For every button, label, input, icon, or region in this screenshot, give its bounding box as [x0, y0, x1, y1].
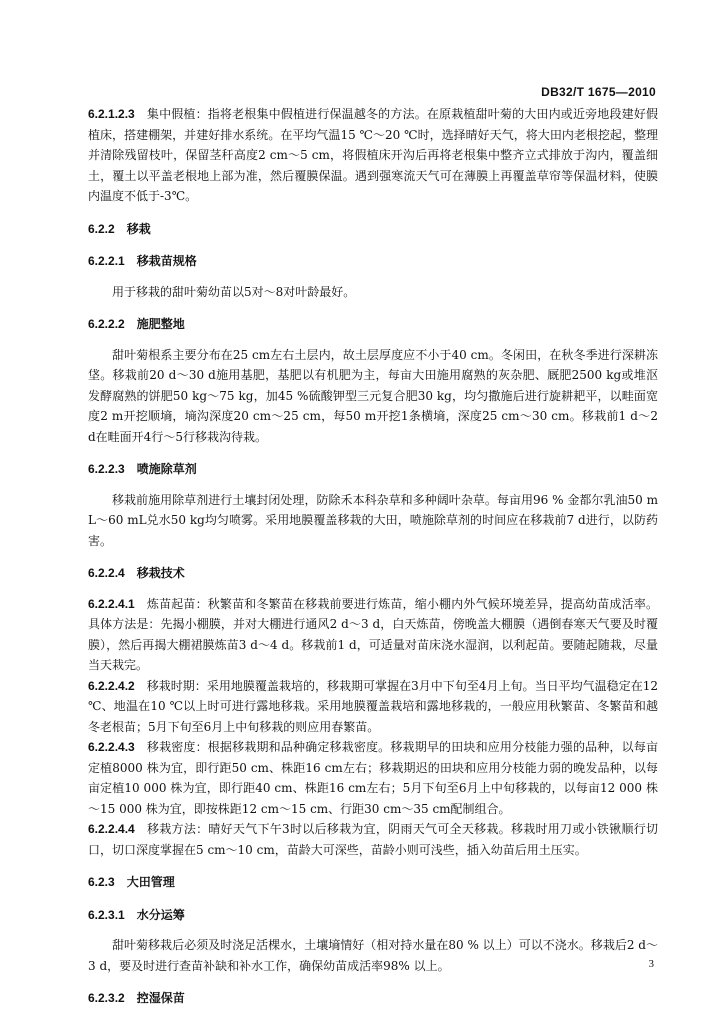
clause-number: 6.2.2.4.3: [88, 740, 135, 754]
heading-6-2-3: [88, 872, 658, 893]
heading-title: 大田管理: [126, 875, 175, 889]
heading-title: 移栽: [126, 221, 151, 236]
paragraph-6-2-2-4-2: [88, 676, 658, 738]
paragraph-6-2-2-2: 甜叶菊根系主要分布在25 cm左右土层内，故土层厚度应不小于40 cm。冬闲田，在秋冬季进行深耕冻垡。移栽前20 d～30 d施用基肥，基肥以有机肥为主，每亩大田施用腐熟的灰杂肥、厩肥2500 kg或堆沤发酵腐熟的饼肥50 kg～75 kg，加45 %硫酸钾型三元复合肥30 kg，均匀撒施后进行旋耕耙平，以畦面宽度2 m开挖顺墒，墒沟深度20 cm～25 cm，每50 m开挖1条横墒，深度25 cm～30 cm。移栽前1 d～2 d在畦面开4行～5行移栽沟待栽。: [88, 347, 658, 444]
clause-number: 6.2.2.1: [88, 254, 125, 268]
clause-text: 移栽时期：采用地膜覆盖栽培的，移栽期可掌握在3月中下旬至4月上旬。当日平均气温稳定在12 ℃、地温在10 ℃以上时可进行露地移栽。采用地膜覆盖栽培和露地移栽的，一般应用秋繁苗、冬繁苗和越冬老根苗；5月下旬至6月上中旬移栽的则应用春繁苗。: [88, 678, 658, 734]
heading-6-2-3-1: [88, 905, 658, 926]
clause-text: 集中假植：指将老根集中假植进行保温越冬的方法。在原栽植甜叶菊的大田内或近旁地段建好假植床，搭建棚架，并建好排水系统。在平均气温15 ℃～20 ℃时，选择晴好天气，将大田内老根挖起，整理并清除残留枝叶，保留茎秆高度2 cm～5 cm，将假植床开沟后再将老根集中整齐立式排放于沟内，覆盖细土，覆土以平盖老根地上部为准，然后覆膜保温。遇到强寒流天气可在薄膜上再覆盖草帘等保温材料，使膜内温度不低于-3℃。: [88, 107, 658, 203]
heading-title: 水分运筹: [136, 907, 185, 922]
paragraph-6-2-2-3: 移栽前施用除草剂进行土壤封闭处理，防除禾本科杂草和多种阔叶杂草。每亩用96 % 金都尔乳油50 mL～60 mL兑水50 kg均匀喷雾。采用地膜覆盖移栽的大田，喷施除草剂的时间应在移栽前7 d进行，以防药害。: [88, 492, 658, 548]
heading-title: 喷施除草剂: [136, 462, 197, 476]
document-body: [88, 104, 658, 1019]
heading-title: 移栽技术: [136, 566, 185, 580]
paragraph-6-2-2-4-1: [88, 594, 658, 676]
paragraph-6-2-3-1: 甜叶菊移栽后必须及时浇足活棵水，土壤墒情好（相对持水量在80 % 以上）可以不浇水。移栽后2 d～3 d，要及时进行查苗补缺和补水工作，确保幼苗成活率98% 以上。: [88, 938, 658, 973]
clause-number: 6.2.2.4: [88, 566, 125, 580]
heading-6-2-2: [88, 219, 658, 240]
clause-number: 6.2.1.2.3: [88, 107, 135, 121]
clause-number: 6.2.2.4.1: [88, 596, 135, 611]
clause-text: 移栽方法：晴好天气下午3时以后移栽为宜，阴雨天气可全天移栽。移栽时用刀或小铁锹顺行切口，切口深度掌握在5 cm～10 cm，苗龄大可深些，苗龄小则可浅些，插入幼苗后用土压实。: [88, 822, 658, 857]
clause-number: 6.2.2.4.4: [88, 822, 135, 836]
clause-number: 6.2.2: [88, 221, 115, 236]
heading-title: 控湿保苗: [136, 991, 185, 1005]
clause-number: 6.2.2.3: [88, 462, 125, 476]
paragraph-6-2-1-2-3: [88, 104, 658, 207]
heading-6-2-3-2: [88, 988, 658, 1009]
paragraph-6-2-2-4-3: [88, 737, 658, 819]
standard-code: DB32/T 1675—2010: [541, 85, 656, 99]
clause-number: 6.2.2.4.2: [88, 678, 135, 693]
clause-number: 6.2.3: [88, 875, 115, 889]
heading-title: 移栽苗规格: [136, 254, 197, 268]
clause-text: 炼苗起苗：秋繁苗和冬繁苗在移栽前要进行炼苗，缩小棚内外气候环境差异，提高幼苗成活率。具体方法是：先揭小棚膜，并对大棚进行通风2 d～3 d，白天炼苗，傍晚盖大棚膜（遇倒春寒天气要及时覆膜），然后再揭大棚裙膜炼苗3 d～4 d。移栽前1 d，可适量对苗床浇水湿润，以利起苗。要随起随栽，尽量当天栽完。: [88, 596, 658, 672]
heading-6-2-2-1: [88, 251, 658, 272]
clause-text: 移栽密度：根据移栽期和品种确定移栽密度。移栽期早的田块和应用分枝能力强的品种，以每亩定植8000 株为宜，即行距50 cm、株距16 cm左右；移栽期迟的田块和应用分枝能力弱的晚发品种，以每亩定植10 000 株为宜，即行距40 cm、株距16 cm左右；5月下旬至6月上中旬移栽的，以每亩12 000 株～15 000 株为宜，即按株距12 cm～15 cm、行距30 cm～35 cm配制组合。: [88, 740, 658, 816]
heading-6-2-2-2: [88, 314, 658, 335]
clause-number: 6.2.3.1: [88, 907, 125, 922]
heading-title: 施肥整地: [136, 317, 185, 331]
clause-number: 6.2.3.2: [88, 991, 125, 1005]
heading-6-2-2-4: [88, 563, 658, 584]
heading-6-2-2-3: [88, 459, 658, 480]
page-number: 3: [648, 958, 654, 970]
paragraph-6-2-2-1: 用于移栽的甜叶菊幼苗以5对～8对叶龄最好。: [112, 284, 356, 299]
paragraph-6-2-2-4-4: [88, 819, 658, 860]
clause-number: 6.2.2.2: [88, 317, 125, 331]
